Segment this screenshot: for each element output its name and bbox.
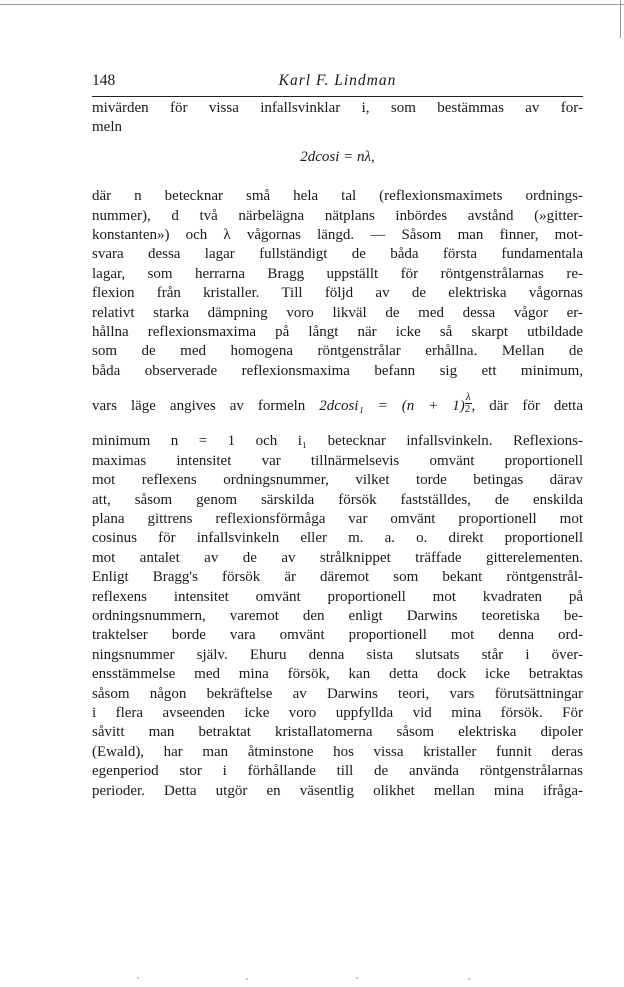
text-line: traktelser borde vara omvänt proportionell mot denna ord- (92, 627, 583, 644)
text-line: cosinus för infallsvinkeln eller m. a. o. direkt proportionell (92, 530, 583, 547)
text-line: minimum n = 1 och i₁ betecknar infallsvinkeln. Reflexions- (92, 433, 583, 450)
text-line: lagar, som herrarna Bragg uppställt för röntgenstrålarnas re- (92, 265, 583, 282)
text-line: egenperiod stor i förhållande till de använda röntgenstrålarnas (92, 763, 583, 780)
text-line: relativt starka dämpning voro likväl de med dessa vågor er- (92, 304, 583, 321)
text-line: nummer), d två närbelägna nätplans inbördes avstånd (»gitter- (92, 207, 583, 224)
fraction-denominator: 2 (464, 403, 471, 416)
text-line: svara dessa lagar fullständigt de båda första fundamentala (92, 246, 583, 263)
scan-dot (356, 977, 358, 979)
text-line: mot antalet av de av strålknippet träffade gitterelementen. (92, 549, 583, 566)
scan-edge-line-right (620, 0, 621, 38)
text-line: ensstämmelse med mina försök, kan detta dock icke betraktas (92, 666, 583, 683)
body-text (92, 99, 583, 801)
inline-formula-line (92, 391, 583, 416)
display-formula: 2dcosi = nλ, (300, 148, 375, 165)
text-line: plana gittrens reflexionsförmåga var omvänt proportionell mot (92, 511, 583, 528)
text-line: ningsnummer själv. Ehuru denna sista slutsats står i över- (92, 646, 583, 663)
text-line: meln (92, 119, 122, 136)
text-line: båda observerade reflexionsmaxima befann sig ett minimum, (92, 362, 583, 379)
text-line: mot reflexens ordningsnummer, vilket torde betingas därav (92, 472, 583, 489)
text-line: som de med homogena röntgenstrålar erhållna. Mellan de (92, 343, 583, 360)
text-line: Enligt Bragg's försök är däremot som bekant röntgenstrål- (92, 569, 583, 586)
running-title: Karl F. Lindman (278, 72, 397, 89)
text-line: flexion från kristaller. Till följd av de elektriska vågornas (92, 285, 583, 302)
inline-formula: 2dcosi₁ = (n + 1) (319, 398, 465, 415)
text-line: (Ewald), har man åtminstone hos vissa kristaller funnit deras (92, 743, 583, 760)
text-line: i flera avseenden icke voro uppfyllda vid mina försök. För (92, 704, 583, 721)
text-line: såsom någon bekräftelse av Darwins teori, vars förutsättningar (92, 685, 583, 702)
scan-dot (137, 977, 139, 979)
text-line: konstanten») och λ vågornas längd. — Såsom man finner, mot- (92, 226, 583, 243)
scan-artifact-dots (0, 975, 624, 985)
fraction-numerator: λ (465, 391, 471, 404)
text-line: ordningsnummern, varemot den enligt Darwins teoretiska be- (92, 607, 583, 624)
scan-dot (246, 978, 248, 980)
text-line: såvitt man betraktat kristallatomerna såsom elektriska dipoler (92, 724, 583, 741)
formula-line-prefix: vars läge angives av formeln (92, 398, 306, 415)
text-line: där n betecknar små hela tal (reflexionsmaximets ordnings- (92, 188, 583, 205)
fraction (465, 392, 472, 415)
scan-dot (468, 978, 470, 980)
scan-edge-line-top (0, 4, 624, 5)
page-number: 148 (92, 72, 116, 89)
text-line: perioder. Detta utgör en väsentlig olikhet mellan mina ifråga- (92, 782, 583, 799)
page-header (92, 72, 583, 94)
text-line: att, såsom genom särskilda försök fastställdes, de enskilda (92, 491, 583, 508)
text-line: hållna reflexionsmaxima på långt när icke så skarpt utbildade (92, 323, 583, 340)
formula-line-suffix: , där för detta (471, 398, 583, 415)
text-line: reflexens intensitet omvänt proportionell mot kvadraten på (92, 588, 583, 605)
header-rule (92, 96, 583, 97)
text-line: mivärden för vissa infallsvinklar i, som bestämmas av for- (92, 100, 583, 116)
text-line: maximas intensitet var tillnärmelsevis omvänt proportionell (92, 452, 583, 469)
